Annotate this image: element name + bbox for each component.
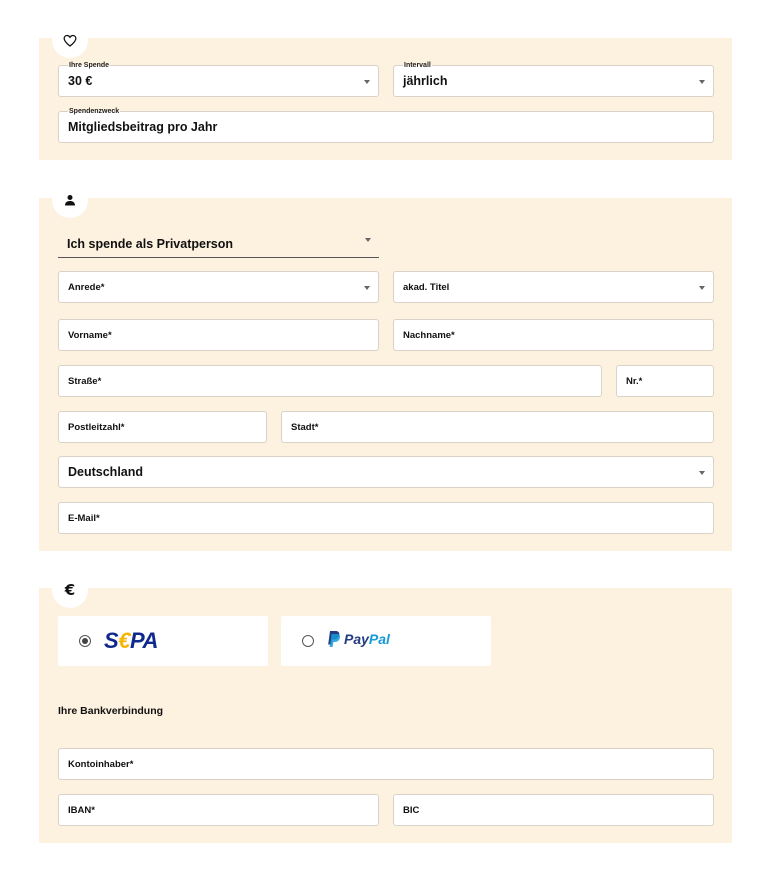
interval-value: jährlich <box>403 74 448 88</box>
bic-field[interactable] <box>393 794 714 826</box>
country-select[interactable] <box>58 456 714 488</box>
paypal-radio[interactable] <box>302 635 314 647</box>
sepa-logo <box>104 628 158 654</box>
personal-section <box>39 198 732 551</box>
donation-section <box>39 38 732 160</box>
account-holder-field[interactable] <box>58 748 714 780</box>
euro-icon: € <box>64 581 76 599</box>
last-name-field[interactable] <box>393 319 714 351</box>
country-value: Deutschland <box>68 465 144 479</box>
city-field[interactable] <box>281 411 714 443</box>
city-placeholder: Stadt* <box>291 422 319 433</box>
donor-type-value: Ich spende als Privatperson <box>67 237 234 251</box>
payment-badge <box>52 572 88 608</box>
amount-select[interactable] <box>58 62 379 97</box>
person-icon <box>64 194 76 206</box>
bic-placeholder: BIC <box>403 805 420 816</box>
last-name-placeholder: Nachname* <box>403 330 455 341</box>
paypal-wordmark <box>344 631 390 647</box>
heart-icon <box>63 34 77 47</box>
chevron-down-icon <box>365 238 371 242</box>
street-placeholder: Straße* <box>68 376 102 387</box>
sepa-radio[interactable] <box>79 635 91 647</box>
sepa-logo-s: S <box>104 628 119 653</box>
paypal-p-icon <box>327 631 340 647</box>
sepa-logo-e: € <box>118 628 130 653</box>
donor-type-select[interactable] <box>58 234 379 258</box>
academic-title-placeholder: akad. Titel <box>403 282 450 293</box>
first-name-field[interactable] <box>58 319 379 351</box>
salutation-placeholder: Anrede* <box>68 282 105 293</box>
first-name-placeholder: Vorname* <box>68 330 112 341</box>
salutation-select[interactable] <box>58 271 379 303</box>
zip-field[interactable] <box>58 411 267 443</box>
chevron-down-icon <box>364 80 370 84</box>
amount-label: Ihre Spende <box>69 62 110 69</box>
academic-title-select[interactable] <box>393 271 714 303</box>
iban-placeholder: IBAN* <box>68 805 95 816</box>
sepa-logo-pa: PA <box>129 628 158 653</box>
purpose-value: Mitgliedsbeitrag pro Jahr <box>68 120 218 134</box>
account-holder-placeholder: Kontoinhaber* <box>68 759 134 770</box>
purpose-field[interactable] <box>58 108 714 143</box>
zip-placeholder: Postleitzahl* <box>68 422 125 433</box>
house-number-placeholder: Nr.* <box>626 376 643 387</box>
chevron-down-icon <box>364 286 370 290</box>
purpose-label: Spendenzweck <box>69 108 120 115</box>
paypal-option[interactable] <box>281 616 491 666</box>
house-number-field[interactable] <box>616 365 714 397</box>
personal-badge <box>52 182 88 218</box>
street-field[interactable] <box>58 365 602 397</box>
chevron-down-icon <box>699 80 705 84</box>
iban-field[interactable] <box>58 794 379 826</box>
chevron-down-icon <box>699 286 705 290</box>
paypal-wordmark-pay: Pay <box>344 631 369 647</box>
amount-value: 30 € <box>68 74 93 88</box>
sepa-option[interactable] <box>58 616 268 666</box>
paypal-wordmark-pal: Pal <box>368 631 390 647</box>
payment-section <box>39 581 732 843</box>
interval-label: Intervall <box>404 62 431 69</box>
email-field[interactable] <box>58 502 714 534</box>
interval-select[interactable] <box>393 62 714 97</box>
donation-badge <box>52 22 88 58</box>
bank-heading: Ihre Bankverbindung <box>58 705 164 717</box>
chevron-down-icon <box>699 471 705 475</box>
paypal-logo <box>327 631 390 647</box>
email-placeholder: E-Mail* <box>68 513 100 524</box>
